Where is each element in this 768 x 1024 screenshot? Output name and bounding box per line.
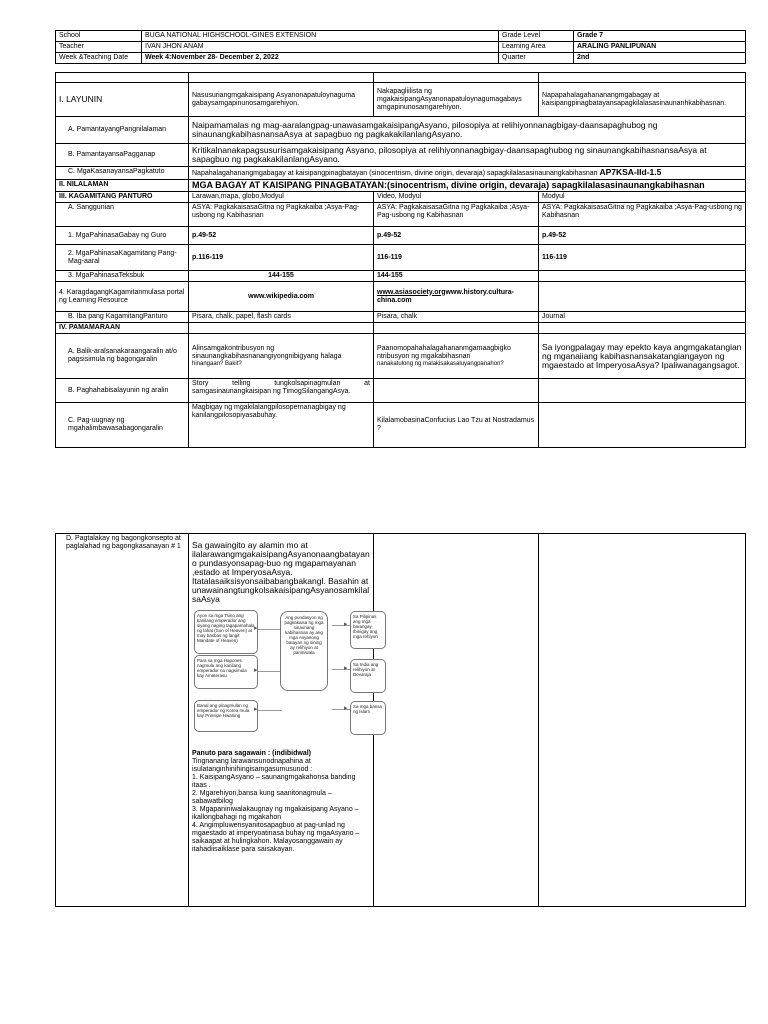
balik-aral-1-sub: hinangaan? Bakit? [192, 360, 242, 367]
layunin-1: Nasusuriangmgakaisipang Asyanonapatuloynaguma gabaysamgapinunosamgarehiyon. [189, 83, 374, 117]
iba-pang-kagamitan-1: Pisara, chalk, papel, flash cards [189, 312, 374, 323]
pag-uugnay-label: C. Pag-uugnay ng mgahalimbawasabagongaralin [56, 403, 189, 448]
lesson-plan-table [55, 72, 746, 448]
arrow-right-icon: ▸ [254, 625, 258, 632]
teacher-value: IVAN JHON ANAM [142, 42, 499, 53]
panuto-title: Panuto para sagawain : (indibidwal) [192, 750, 312, 757]
kaisipang-asyano-diagram [192, 607, 383, 747]
teksbuk-1: 144-155 [189, 271, 374, 282]
header-table [55, 30, 746, 64]
kagamitan-1: Larawan,mapa, globo,Modyul [189, 192, 374, 203]
layunin-label: I. LAYUNIN [56, 83, 189, 117]
sanggunian-2: ASYA: PagkakaisasaGitna ng Pagkakaiba ;Asya-Pag-usbong ng Kabihasnan [374, 203, 539, 227]
pagtalakay-content [189, 534, 383, 907]
teksbuk-2: 144-155 [374, 271, 539, 282]
gabay-guro-3: p.49-52 [539, 227, 746, 245]
panuto-step-2: 2. Mgarehiyon,bansa kung saanitonagmula – sabawatbilog [192, 790, 332, 805]
pagtalakay-intro: Sa gawaingito ay alamin mo at ilalarawangmgakaisipangAsyanonaangbatayan o pundasyonsapag-buo ng mgapamayanan ,estado at ImperyosaAsya. Itatalasaiksisyonsaibabangbakangl. Basahin at unawainangtungkolsakaisipangAsyanosamkilal saAsya [192, 540, 370, 604]
balik-aral-2-main: Paanomopahahalagahananmgamaagbigko ntribusyon ng mgakabihasnan [377, 344, 511, 360]
kagamitan-3: Modyul [539, 192, 746, 203]
week-value: Week 4:November 28- December 2, 2022 [142, 53, 499, 64]
balik-aral-2-sub: nanakatulong ng malakisakasaluyangpanahon? [377, 360, 504, 367]
panuto-step-3: 3. Mgapaniniwalakaugnay ng mgakaisipang Asyano – ikallongbahagi ng mgakahon [192, 806, 359, 821]
pamantayang-pangnilalaman-label: A. PamantayangPangnilalaman [56, 117, 189, 144]
paghahabi-1: Story telling tungkolsapinagmulan at samgasinaunangkaisipan ng TimogSilangangAsya. [189, 379, 374, 403]
kasanayan-cell [189, 167, 746, 180]
diagram-box-china: Ayon sa mga Tsino ang kanilang emperador ang siyang naging tagapamahala ng lahat (Son of Heaven) at may basbas ng langit Mandate of Heaven) [194, 610, 258, 654]
pagtalakay-table [55, 533, 746, 907]
pamantayang-pangnilalaman-text: Naipamamalas ng mag-aaralangpag-unawasamgakaisipangAsyano, pilosopiya at relihiyonnanagbigay-daansapaghubog ng sinaunangkabihasnansaAsya at sapagbuo ng pagkakakilanlangAsyano. [189, 117, 746, 144]
kasanayan-label: C. MgaKasanayansaPagkatuto [56, 167, 189, 180]
balik-aral-label: A. Balik-aralsanakaraangaralin at/o pagsisimula ng bagongaralin [56, 334, 189, 379]
pag-uugnay-2: KilalamobasinaConfucius Lao Tzu at Nostradamus ? [374, 403, 539, 448]
kagamitan-mag-aaral-2: 116-119 [374, 245, 539, 271]
diagram-box-korea: Banal ang pinagmulan ng emperador ng Korea mula kay Prinsipe Hwaning [194, 700, 258, 732]
school-label: School [56, 31, 142, 42]
arrow-right-icon: ▸ [254, 667, 258, 674]
kasanayan-text: Napahalagahanangmgabagay at kaisipangpinagbatayan (sinocentrism, divine origin, devaraja) sapagkilalasasinaunangkabihasnan [192, 170, 598, 177]
pagtalakay-label: D. Pagtalakay ng bagongkonsepto at paglalahad ng bagongkasanayan # 1 [56, 534, 189, 907]
nilalaman-label: II. NILALAMAN [56, 180, 189, 192]
gabay-guro-label: 1. MgaPahinasaGabay ng Guro [56, 227, 189, 245]
arrow-right-icon: ▸ [344, 705, 348, 712]
sanggunian-1: ASYA: PagkakaisasaGitna ng Pagkakaiba ;Asya-Pag-usbong ng Kabihasnan [189, 203, 374, 227]
layunin-2: Nakapagliilista ng mgakaisipangAsyanonapatuloynagumagabays amgapinunosamgarehiyon. [374, 83, 539, 117]
pamamaraan-label: IV. PAMAMARAAN [56, 323, 189, 334]
sanggunian-3: ASYA: PagkakaisasaGitna ng Pagkakaiba ;Asya-Pag-usbong ng Kabihasnan [539, 203, 746, 227]
diagram-box-islam: Sa mga bansa ng Islam [350, 701, 386, 735]
arrow-right-icon: ▸ [344, 621, 348, 628]
area-value: ARALING PANLIPUNAN [574, 42, 746, 53]
diagram-box-philippines: Sa Pilipinas ang mga barangay, Ibinigay ang mga rehiyon [350, 611, 386, 649]
balik-aral-1-main: Alinsamgakontribusyon ng sinaunangkabihasnanangiyongnibigyang halaga [192, 344, 342, 360]
teksbuk-label: 3. MgaPahinasaTeksbuk [56, 271, 189, 282]
kagamitan-mag-aaral-label: 2. MgaPahinasaKagamitang Pang-Mag-aaral [56, 245, 189, 271]
balik-aral-3: Sa iyongpalagay may epekto kaya angmgakatangian ng mganaiiang kabihasnansakatangiangayon ng mgaestado at ImperyosaAsya? Ipaliwanagangsagot. [539, 334, 746, 379]
diagram-center-bubble: Ang pundasyon ng pagkakaisa ng mga sinaunang kabihasnan ay ang mga Asyanong batayan ng sining ay relihiyon at paniniwala [280, 611, 328, 691]
school-value: BUGA NATIONAL HIGHSCHOOL-GINES EXTENSION [142, 31, 499, 42]
pamantayan-pagganap-label: B. PamantayansaPagganap [56, 144, 189, 167]
grade-label: Grade Level [499, 31, 574, 42]
diagram-box-india: Sa India ang relihiyon at Devaraja [350, 659, 386, 693]
iba-pang-kagamitan-2: Pisara, chalk [374, 312, 539, 323]
paghahabi-label: B. Paghahabisalayunin ng aralin [56, 379, 189, 403]
quarter-label: Quarter [499, 53, 574, 64]
teacher-label: Teacher [56, 42, 142, 53]
pamantayan-pagganap-text: Kritikalnanakapagsusurisamgakaisipang Asyano, pilosopiya at relihiyonnanagbigay-daansapaghubog ng sinaunangkabihasnansaAsya at sapagbuo ng pagkakakilanlangAsyano. [189, 144, 746, 167]
kagamitang-panturo-label: III. KAGAMITANG PANTURO [56, 192, 189, 203]
learning-resource-label: 4. KaragdagangKagamitanmulasa portal ng Learning Resource [56, 282, 189, 312]
sanggunian-label: A. Sanggunian [56, 203, 189, 227]
iba-pang-kagamitan-3: Journal [539, 312, 746, 323]
panuto-intro: Tingnanang larawansunodnapahina at isulatanginhinihingisamgasumusunod : [192, 758, 313, 773]
panuto-step-1: 1. KaisipangAsyano – saunangmgakahonsa banding itaas . [192, 774, 356, 789]
gabay-guro-2: p.49-52 [374, 227, 539, 245]
area-label: Learning Area [499, 42, 574, 53]
grade-value: Grade 7 [574, 31, 746, 42]
arrow-right-icon: ▸ [344, 665, 348, 672]
learning-resource-1: www.wikipedia.com [189, 282, 374, 312]
pag-uugnay-1: Magbigay ng mgakilalangpilosopernanagbigay ng kanilangpilosopiyasabuhay. [189, 403, 374, 448]
week-label: Week &Teaching Date [56, 53, 142, 64]
quarter-value: 2nd [574, 53, 746, 64]
nilalaman-text: MGA BAGAY AT KAISIPANG PINAGBATAYAN:(sinocentrism, divine origin, devaraja) sapagkilalasasinaunangkabihasnan [189, 180, 746, 192]
layunin-3: Napapahalagahananangmgabagay at kaisipangpinagbatayansapagkilalasasinaunanhkabihasnan. [539, 83, 746, 117]
kagamitan-mag-aaral-1: p.116-119 [189, 245, 374, 271]
balik-aral-2 [374, 334, 539, 379]
balik-aral-1 [189, 334, 374, 379]
arrow-right-icon: ▸ [254, 706, 258, 713]
kagamitan-2: Video, Modyul [374, 192, 539, 203]
panuto-step-4: 4. Angimpluwensyanitosapagbuo at pag-unlad ng mgaestado at imperyoatinasa buhay ng mgaAsyano – saikaapat at hulingkahon. Malayosanggawain ay itahadiisaiklase para saisakayan. [192, 822, 360, 853]
iba-pang-kagamitan-label: B. Iba pang KagamitangPanturo [56, 312, 189, 323]
gabay-guro-1: p.49-52 [189, 227, 374, 245]
learning-resource-2 [374, 282, 539, 312]
asiasociety-link[interactable]: www.asiasociety.org [377, 288, 446, 296]
diagram-box-japan: Para sa mga Hapones nagmula ang kanilang emperador na nagsimula kay Amaterasu [194, 655, 258, 689]
history-link[interactable]: www.history.cultura-china.com [377, 288, 514, 304]
kasanayan-code: AP7KSA-IId-1.5 [599, 167, 662, 177]
kagamitan-mag-aaral-3: 116-119 [539, 245, 746, 271]
